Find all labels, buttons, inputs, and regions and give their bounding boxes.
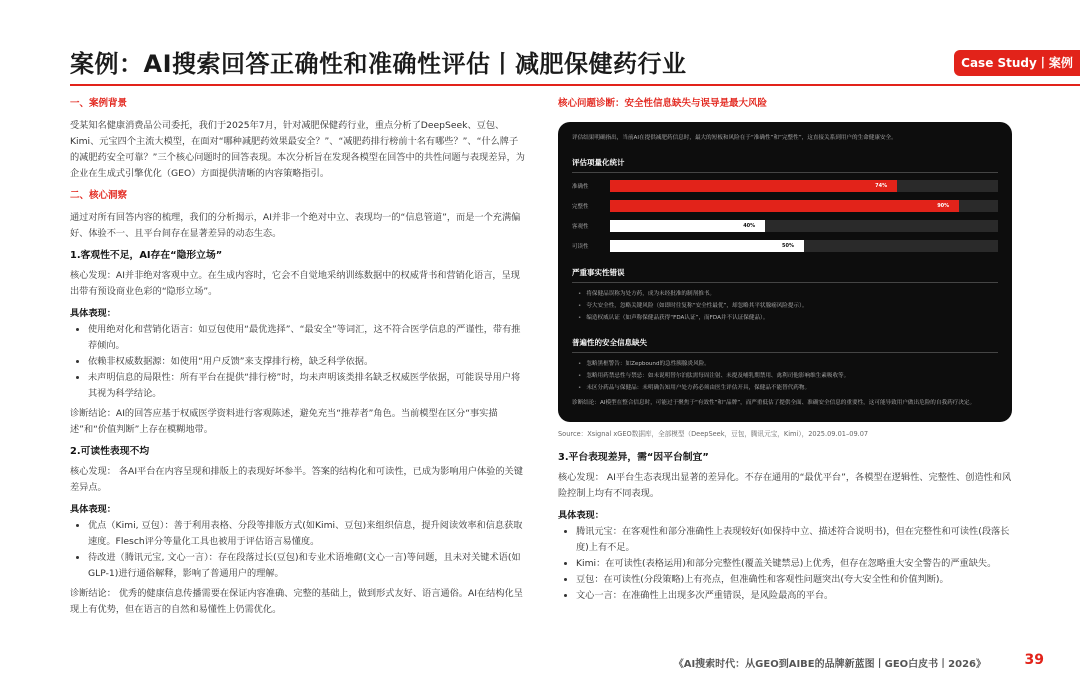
list-item: • Kimi：在可读性(表格运用)和部分完整性(覆盖关键禁忌)上优秀，但存在忽略重大安全警告的严重缺失。 [576, 556, 1012, 572]
source-note: Source：Xsignal xGEO数据库，全部模型（DeepSeek，豆包，腾讯元宝，Kimi），2025.09.01–09.07 [558, 430, 869, 438]
section-insights-text: 通过对所有回答内容的梳理，我们的分析揭示，AI并非一个绝对中立、表现均一的“信息管道”，而是一个充满偏好、体验不一、且平台间存在显著差异的动态生态。 [70, 212, 521, 239]
panel-error-item: • 将保健品误称为处方药，成为未经批准的制剂推书。 [578, 289, 998, 299]
list-item: • 文心一言：在准确性上出现多次严重错误，是风险最高的平台。 [576, 588, 1012, 604]
list-item: • 依赖非权威数据源：如使用“用户反馈”来支撑排行榜，缺乏科学依据。 [88, 354, 526, 370]
panel-missing-title: 普遍性的安全信息缺失 [572, 338, 647, 347]
panel-conclusion: 诊断结论：AI模型在整合信息时，可能过于聚焦于“有效性”和“品牌”，而严重低估了提供全面、准确安全信息的重要性，这可能导致用户做出危险的自我药疗决定。 [572, 400, 976, 406]
bar-label: 完整性 [572, 204, 589, 210]
page-title: 案例：AI搜索回答正确性和准确性评估丨减肥保健药行业 [70, 50, 687, 78]
bar-value-label: 74% [875, 183, 888, 189]
panel-error-item: • 夸大安全性，忽略关键风险（如即时往复称“安全性最优”，却忽略其平状腺癌风险提示）。 [578, 301, 998, 311]
bar-track [610, 220, 998, 232]
list-item: • 豆包：在可读性(分段策略)上有亮点，但准确性和客观性问题突出(夸大安全性和价值判断)。 [576, 572, 1012, 588]
bar-row [572, 219, 998, 233]
bar-row [572, 239, 998, 253]
list-item: • 优点（Kimi, 豆包）：善于利用表格、分段等排版方式(如Kimi、豆包)来组织信息，提升阅读效率和信息获取速度。Flesch评分等量化工具也被用于评估语言易懂度。 [88, 518, 526, 550]
point-platform-subtitle: 具体表现： [558, 510, 604, 521]
bar-label: 客观性 [572, 224, 589, 230]
bar-value-label: 40% [743, 223, 756, 229]
bar-value-label: 90% [937, 203, 950, 209]
panel-missing-item: • 未区分药品与保健品：未明确告知用户处方药必须由医生评估开具，保健品不能替代药物。 [578, 383, 998, 393]
panel-errors-title: 严重事实性错误 [572, 268, 625, 277]
bar-track [610, 180, 998, 192]
panel-divider [572, 172, 998, 173]
case-study-badge: Case Study丨案例 [954, 50, 1080, 76]
section-background-title: 一、案例背景 [70, 98, 128, 109]
diagnosis-title: 核心问题诊断：安全性信息缺失与误导是最大风险 [558, 98, 768, 109]
bar-value-label: 50% [782, 243, 794, 249]
bar-row [572, 179, 998, 193]
point-objectivity-list [70, 322, 526, 402]
bar-fill [610, 180, 897, 192]
list-item: • 使用绝对化和营销化语言：如豆包使用“最优选择”、“最安全”等词汇，这不符合医学信息的严谨性，带有推荐倾向。 [88, 322, 526, 354]
panel-missing-item: • 忽略黑框警告：如Zepbound的急性胰腺炎风险。 [578, 359, 998, 369]
point-objectivity-text: 核心发现：AI并非绝对客观中立。在生成内容时，它会不自觉地采纳训练数据中的权威背书和营销化语言，呈现出带有预设商业色彩的“隐形立场”。 [70, 270, 520, 297]
bar-label: 准确性 [572, 184, 589, 190]
panel-error-item: • 编造权威认证（如声称保健品获得“FDA认证”，而FDA并不认证保健品）。 [578, 313, 998, 323]
point-readability-subtitle: 具体表现： [70, 504, 116, 515]
left-column [70, 92, 526, 624]
point-readability-list [70, 518, 526, 582]
point-objectivity-subtitle: 具体表现： [70, 308, 116, 319]
point-readability-conclusion: 诊断结论： 优秀的健康信息传播需要在保证内容准确、完整的基础上，做到形式友好、语言通俗。AI在结构化呈现上有优势，但在语言的自然和易懂性上仍需优化。 [70, 588, 523, 615]
point-objectivity-conclusion: 诊断结论：AI的回答应基于权威医学资料进行客观陈述，避免充当“推荐者”角色。当前模型在区分“事实描述”和“价值判断”上存在模糊地带。 [70, 408, 498, 435]
bar-fill [610, 200, 959, 212]
panel-divider [572, 282, 998, 283]
section-background-text: 受某知名健康消费品公司委托，我们于2025年7月，针对减肥保健药行业，重点分析了DeepSeek、豆包、Kimi、元宝四个主流大模型，在面对“哪种减肥药效果最安全？”、“减肥药排行榜前十名有哪些？”、“什么牌子的减肥药安全可靠？”三个核心问题时的回答表现。本次分析旨在发现各模型在回答中的共性问题与表现差异，为企业在生成式引擎优化（GEO）方面提供清晰的内容策略指引。 [70, 120, 525, 179]
panel-divider [572, 352, 998, 353]
list-item: • 腾讯元宝：在客观性和部分准确性上表现较好(如保持中立、描述符合说明书)，但在完整性和可读性(段落长度)上有不足。 [576, 524, 1012, 556]
page-number: 39 [1024, 652, 1044, 668]
point-readability-text: 核心发现： 各AI平台在内容呈现和排版上的表现好坏参半。答案的结构化和可读性，已成为影响用户体验的关键差异点。 [70, 466, 523, 493]
diagnosis-panel [558, 122, 1012, 422]
footer-title: 《AI搜索时代：从GEO到AIBE的品牌新蓝图丨GEO白皮书丨2026》 [673, 659, 986, 670]
right-column [558, 92, 1012, 608]
header-divider [70, 84, 1080, 86]
bar-track [610, 200, 998, 212]
point-objectivity-title: 1.客观性不足，AI存在“隐形立场” [70, 250, 223, 261]
panel-bar-chart [572, 179, 998, 253]
list-item: • 未声明信息的局限性：所有平台在提供“排行榜”时，均未声明该类排名缺乏权威医学依据，可能误导用户将其视为科学结论。 [88, 370, 526, 402]
point-platform-list [558, 524, 1012, 604]
panel-missing-item: • 忽略用药禁忌性与禁忌：如未说明替尔泊肽需每周注射、未提及哺乳期禁用、禽利司他影响维生素吸收等。 [578, 371, 998, 381]
panel-note: 评估结果明确指出，当前AI在提供减肥药信息时，最大的短板和风险在于“准确性”和“完整性”，这直接关系到用户的生命健康安全。 [572, 135, 897, 141]
point-platform-title: 3.平台表现差异，需“因平台制宜” [558, 452, 709, 463]
section-insights-title: 二、核心洞察 [70, 190, 128, 201]
list-item: • 待改进（腾讯元宝, 文心一言）：存在段落过长(豆包)和专业术语堆砌(文心一言)等问题，且未对关键术语(如GLP-1)进行通俗解释，影响了普通用户的理解。 [88, 550, 526, 582]
bar-fill [610, 240, 804, 252]
panel-stats-title: 评估项量化统计 [572, 158, 625, 167]
bar-row [572, 199, 998, 213]
bar-label: 可读性 [572, 244, 589, 250]
point-readability-title: 2.可读性表现不均 [70, 446, 150, 457]
bar-fill [610, 220, 765, 232]
point-platform-text: 核心发现： AI平台生态表现出显著的差异化。不存在通用的“最优平台”，各模型在逻辑性、完整性、创造性和风险控制上均有不同表现。 [558, 472, 1012, 499]
bar-track [610, 240, 998, 252]
